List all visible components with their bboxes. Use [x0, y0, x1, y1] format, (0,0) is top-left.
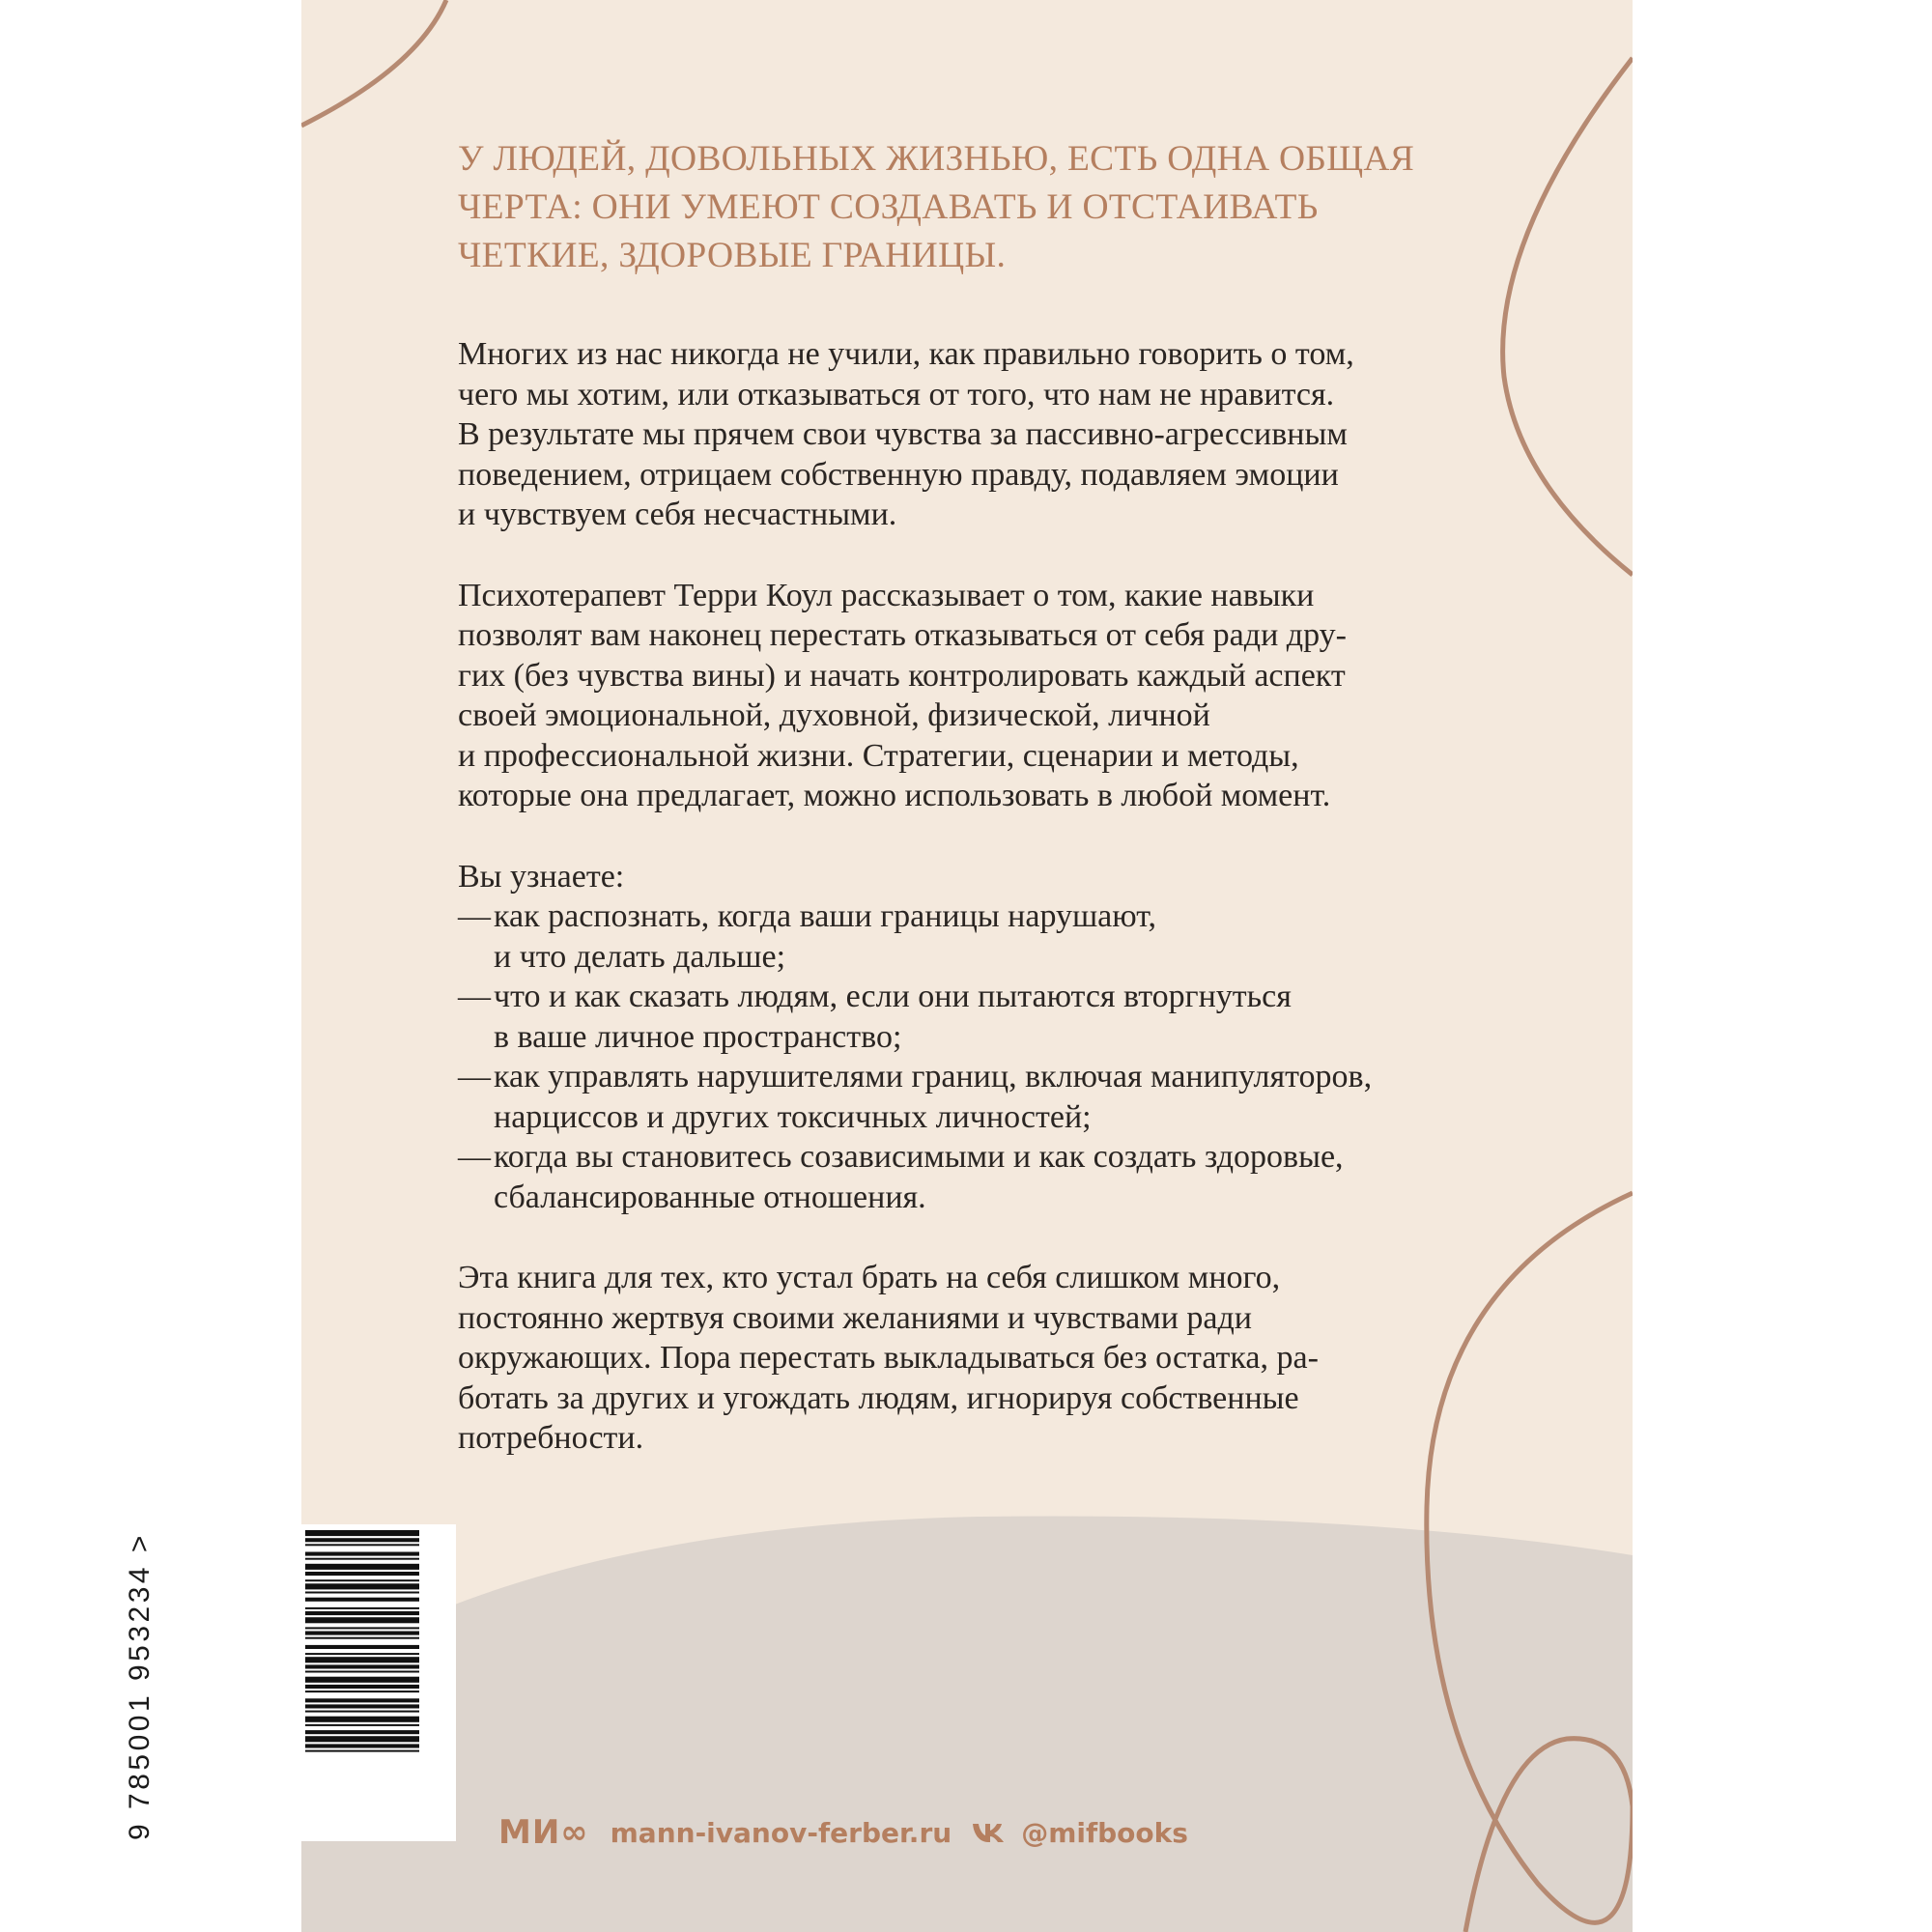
- text-line: как управлять нарушителями границ, включая манипуляторов,: [494, 1059, 1373, 1094]
- social-handle[interactable]: @mifbooks: [1021, 1816, 1188, 1849]
- text-line: позволят вам наконец перестать отказываться от себя ради дру-: [458, 617, 1347, 653]
- text-line: и что делать дальше;: [494, 938, 786, 975]
- barcode-bar: [305, 1583, 419, 1589]
- back-cover: [301, 0, 1633, 1932]
- vk-icon[interactable]: [971, 1821, 1006, 1844]
- text-line: Психотерапевт Терри Коул рассказывает о том, какие навыки: [458, 577, 1315, 613]
- barcode-bar: [305, 1607, 419, 1609]
- list-intro: Вы узнаете:: [458, 858, 625, 895]
- barcode-bar: [305, 1730, 419, 1734]
- barcode-bar: [305, 1552, 419, 1556]
- barcode-bar: [305, 1632, 419, 1635]
- gray-blob-shape: [301, 1517, 1633, 1932]
- text-line: в ваше личное пространство;: [494, 1018, 902, 1055]
- barcode-bar: [305, 1538, 419, 1542]
- text-line: сбалансированные отношения.: [494, 1179, 926, 1215]
- barcode-bar: [305, 1645, 419, 1649]
- text-line: своей эмоциональной, духовной, физической, личной: [458, 697, 1210, 733]
- list-item: [458, 896, 1520, 977]
- barcode-bar: [305, 1677, 419, 1683]
- paragraph-author: [458, 576, 1520, 816]
- barcode-bar: [305, 1657, 419, 1662]
- text-line: нарциссов и других токсичных личностей;: [494, 1098, 1092, 1135]
- barcode-bar: [305, 1611, 419, 1615]
- text-line: постоянно жертвуя своими желаниями и чувствами ради: [458, 1299, 1252, 1336]
- text-line: которые она предлагает, можно использовать в любой момент.: [458, 778, 1331, 813]
- barcode-bar: [305, 1572, 419, 1576]
- barcode-bar: [305, 1744, 419, 1747]
- top-arc-line: [301, 0, 446, 126]
- list-item: [458, 1057, 1520, 1137]
- list-item: [458, 977, 1520, 1057]
- barcode: [301, 1524, 456, 1841]
- headline-line: У ЛЮДЕЙ, ДОВОЛЬНЫХ ЖИЗНЬЮ, ЕСТЬ ОДНА ОБЩАЯ: [458, 139, 1415, 179]
- website-link[interactable]: mann-ivanov-ferber.ru: [610, 1816, 952, 1849]
- barcode-bars: [301, 1524, 425, 1841]
- right-upper-curve: [1503, 58, 1633, 575]
- text-line: Многих из нас никогда не учили, как правильно говорить о том,: [458, 336, 1354, 372]
- headline-line: ЧЕТКИЕ, ЗДОРОВЫЕ ГРАНИЦЫ.: [458, 236, 1007, 275]
- text-line: чего мы хотим, или отказываться от того, что нам не нравится.: [458, 376, 1335, 412]
- list-dash: —: [458, 979, 491, 1014]
- text-line: как распознать, когда ваши границы нарушают,: [494, 898, 1157, 934]
- text-line: когда вы становитесь созависимыми и как создать здоровые,: [494, 1139, 1344, 1175]
- barcode-bar: [305, 1671, 419, 1673]
- barcode-number: 9 785001 953234 >: [124, 1532, 156, 1840]
- text-line: и чувствуем себя несчастными.: [458, 497, 897, 532]
- publisher-logo: МИ∞: [498, 1813, 589, 1852]
- barcode-bar: [305, 1704, 419, 1708]
- text-line: гих (без чувства вины) и начать контролировать каждый аспект: [458, 657, 1346, 694]
- text-line: окружающих. Пора перестать выкладываться без остатка, ра-: [458, 1340, 1319, 1376]
- barcode-bar: [305, 1564, 419, 1570]
- text-line: потребности.: [458, 1420, 644, 1456]
- cover-text: [458, 135, 1520, 1499]
- barcode-bar: [305, 1530, 419, 1536]
- list-dash: —: [458, 898, 491, 934]
- text-line: В результате мы прячем свои чувства за пассивно-агрессивным: [458, 416, 1348, 452]
- barcode-bar: [305, 1698, 419, 1702]
- barcode-bar: [305, 1637, 419, 1639]
- barcode-bar: [305, 1617, 419, 1623]
- barcode-bar: [305, 1736, 419, 1742]
- barcode-bar: [305, 1685, 419, 1689]
- barcode-bar: [305, 1592, 419, 1594]
- barcode-bar: [305, 1724, 419, 1726]
- text-line: Эта книга для тех, кто устал брать на себя слишком много,: [458, 1260, 1281, 1295]
- paragraph-audience: [458, 1258, 1520, 1459]
- list-dash: —: [458, 1139, 491, 1175]
- barcode-bar: [305, 1653, 419, 1655]
- text-line: ботать за других и угождать людям, игнорируя собственные: [458, 1379, 1299, 1416]
- barcode-bar: [305, 1627, 419, 1629]
- headline: [458, 135, 1520, 280]
- text-line: поведением, отрицаем собственную правду, подавляем эмоции: [458, 456, 1339, 493]
- barcode-bar: [305, 1711, 419, 1713]
- barcode-bar: [305, 1544, 419, 1546]
- list-dash: —: [458, 1059, 491, 1094]
- publisher-footer: [498, 1808, 1188, 1857]
- barcode-bar: [305, 1690, 419, 1692]
- barcode-bar: [305, 1598, 419, 1602]
- barcode-bar: [305, 1750, 419, 1752]
- barcode-bar: [305, 1579, 419, 1581]
- text-line: и профессиональной жизни. Стратегии, сценарии и методы,: [458, 737, 1299, 774]
- paragraph-intro: [458, 334, 1520, 535]
- barcode-bar: [305, 1558, 419, 1560]
- headline-line: ЧЕРТА: ОНИ УМЕЮТ СОЗДАВАТЬ И ОТСТАИВАТЬ: [458, 187, 1319, 227]
- list-item: [458, 1137, 1520, 1217]
- barcode-bar: [305, 1717, 419, 1722]
- text-line: что и как сказать людям, если они пытаются вторгнуться: [494, 979, 1292, 1014]
- barcode-bar: [305, 1664, 419, 1668]
- benefits-list: [458, 896, 1520, 1217]
